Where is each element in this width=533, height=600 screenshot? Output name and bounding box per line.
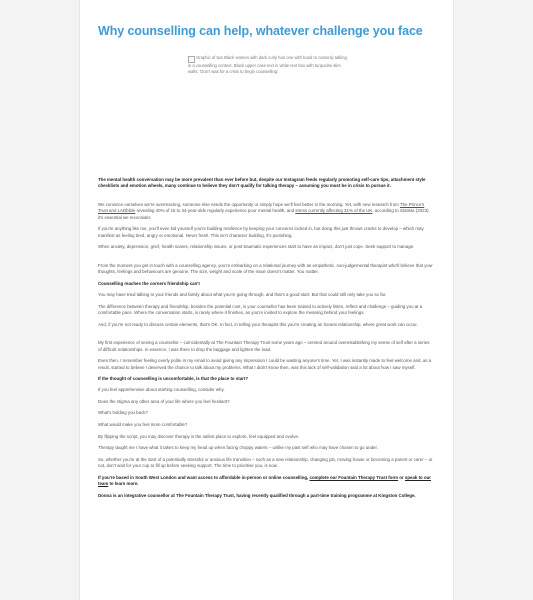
call-to-action-paragraph: If you're based in South West London and want access to affordable in-person or online counselling, complete our Fountain Therapy Trust form or speak to our team to learn more. [98,474,432,487]
body-paragraph: You may have tried talking to your friends and family about what you're going through, and that's a good start. But that could still only take you so far. [98,292,387,297]
body-paragraph: If you feel apprehensive about starting counselling, consider why. [98,387,225,393]
author-bio: Donna is an integrative counsellor at The Fountain Therapy Trust, having recently qualified through a part-time training programme at Kingston College. [98,492,416,498]
intro-paragraph: The mental health conversation may be more prevalent than ever before but, despite our Instagram feeds regularly promoting self-care tips, attachment style checklists and emotion wheels, many continue to believe they don't qualify for talking therapy – assuming you must be in crisis to pursue it. [98,177,426,189]
body-paragraph: When anxiety, depression, grief, health scares, relationship issues, or post-traumatic experiences start to have an impact, don't just cope. Seek support to manage. [98,244,415,250]
contact-form-link[interactable]: complete our Fountain Therapy Trust form [309,474,399,480]
article-body [98,177,434,504]
body-paragraph: Does the stigma any other area of your life where you feel hesitant? [98,398,230,404]
body-paragraph: What would make you feel more comfortable? [98,421,188,427]
body-paragraph: So, whether you're at the start of a potentially stressful or anxious life transition – such as a new relationship, changing job, moving house or becoming a parent or carer – or not, don't wait for your cup to fill up before seeking support. The time to prioritise you, is now. [98,456,433,469]
body-paragraph: And, if you're not ready to discuss certain elements, that's OK. In fact, in telling your therapist this you're creating an honest relationship, where great work can occur. [98,321,418,327]
section-heading: Counselling reaches the corners friendship can't [98,281,200,286]
image-alt-text: Graphic of two Black women with dark curly hair one with hand to camera) talking in a counselling context. Black upper case text in white text box with turquoise slim walls: 'Don't wait for a crisis to begin counselling'. [188,55,347,74]
body-paragraph: What's holding you back? [98,410,148,416]
stress-statistic-link[interactable]: stress currently affecting 31% of the UK [295,208,373,214]
body-paragraph: By flipping the script, you may discover therapy is the safest place to explore, feel equipped and evolve. [98,433,300,439]
speak-to-team-link[interactable]: speak to our team [98,474,432,487]
page-edge-right [453,0,454,600]
body-paragraph: Even then, I remember feeling overly polite in my email to avoid giving any impression I could be wasting anyone's time. Yet, I was instantly made to feel welcome and, as a result, started to believe I deserved the chance to talk about my problems. What I didn't know then, was this lack of self-validation said a lot about how I saw myself. [98,358,432,370]
body-paragraph: The difference between therapy and friendship, besides the potential cost, is your counsellor has been trained to actively listen, reflect and challenge – guiding you at a comfortable pace. Where the conversation starts, is rarely where it finishes, as you're invited to explore the meaning behind your feelings. [98,303,423,315]
body-paragraph: We convince ourselves we're overreacting, someone else needs the opportunity or simply hope we'll feel better in the morning. Yet, with new research from The Prince's Trust and LADbible revealing 40% of 16 to 34-year-olds regularly experience poor mental health, and stress currently affecting 31% of the UK, according to Statista (2023), it's essential we reconsider. [98,202,430,220]
article-title: Why counselling can help, whatever challenge you face [98,24,423,38]
body-paragraph: My first experience of seeing a counsellor – coincidentally at The Fountain Therapy Trust some years ago – centred around overestablishing my sense of self after a series of difficult relationships. In essence, I was there to drop the baggage and lighten the load. [98,340,430,352]
section-heading: If the thought of counselling is uncomfortable, is that the place to start? [98,376,249,382]
body-paragraph: From the moment you get in touch with a counselling agency, you're embarking on a relational journey with an empathetic, non-judgemental therapist who'll believe that your thoughts, feelings and behaviours are genuine. The size, weight and scale of the issue doesn't matter. You matter. [98,263,433,275]
body-paragraph: Therapy taught me I have what it takes to keep my head up when facing choppy waters – unlike my past self who may have chosen to go under. [98,445,378,451]
article-image-placeholder [188,55,350,75]
princes-trust-link[interactable]: The Prince's Trust and LADbible [98,202,425,214]
broken-image-icon [188,56,195,63]
body-paragraph: If you're anything like me, you'll even kid yourself you're building resilience by keeping your concerns locked in, but doing this just throws cracks to develop – which may manifest as feeling tired, angry or emotional. Never fresh. This isn't character building, it's punishing. [98,226,424,238]
